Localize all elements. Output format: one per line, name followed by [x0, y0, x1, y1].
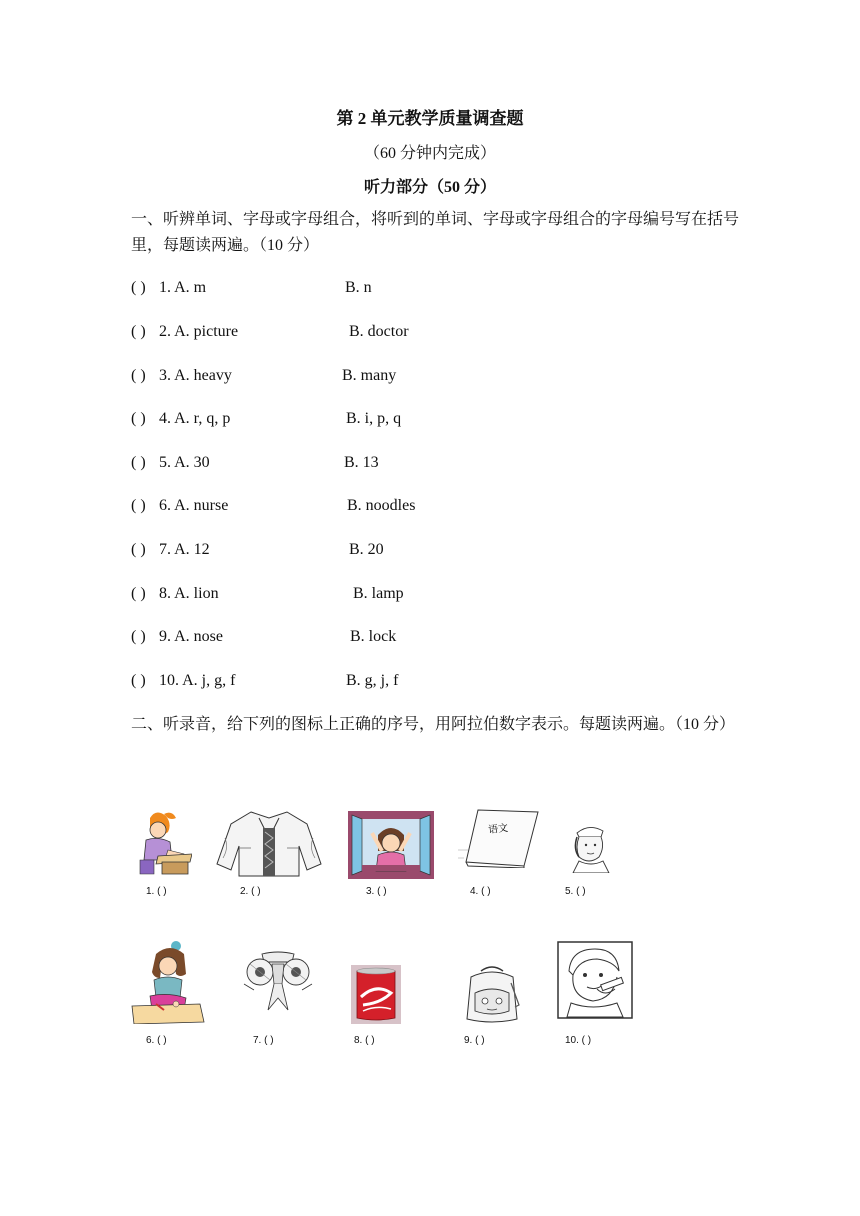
picture-caption: 4. ( ) — [470, 886, 491, 897]
answer-blank[interactable]: ( ) — [131, 323, 146, 340]
cola-can-icon — [351, 965, 401, 1024]
nurse-icon — [567, 823, 615, 873]
option-a: 5. A. 30 — [159, 454, 210, 471]
page-title: 第 2 单元教学质量调查题 — [336, 109, 524, 128]
option-b: B. i, p, q — [346, 410, 402, 427]
picture-caption: 10. ( ) — [565, 1035, 592, 1046]
answer-blank[interactable]: ( ) — [131, 454, 146, 471]
picture-caption: 6. ( ) — [146, 1035, 167, 1046]
option-a: 1. A. m — [159, 279, 207, 296]
option-a: 4. A. r, q, p — [159, 410, 231, 427]
option-a: 7. A. 12 — [159, 541, 210, 558]
schoolbag-icon — [461, 963, 523, 1025]
option-b: B. doctor — [349, 323, 409, 340]
option-b: B. lamp — [353, 585, 404, 602]
answer-blank[interactable]: ( ) — [131, 410, 146, 427]
option-b: B. lock — [350, 628, 397, 645]
girl-writing-icon — [132, 810, 192, 876]
girl-at-window-icon — [348, 811, 434, 879]
answer-blank[interactable]: ( ) — [131, 585, 146, 602]
option-b: B. g, j, f — [346, 672, 399, 689]
option-a: 8. A. lion — [159, 585, 219, 602]
answer-blank[interactable]: ( ) — [131, 279, 146, 296]
option-b: B. noodles — [347, 497, 416, 514]
picture-caption: 8. ( ) — [354, 1035, 375, 1046]
option-b: B. n — [345, 279, 372, 296]
answer-blank[interactable]: ( ) — [131, 541, 146, 558]
girl-drawing-icon — [130, 938, 206, 1024]
option-a: 9. A. nose — [159, 628, 223, 645]
book-title-label: 语文 — [487, 822, 509, 837]
jacket-icon — [215, 808, 323, 878]
book-icon — [458, 808, 540, 868]
part2-instruction: 二、听录音，给下列的图标上正确的序号，用阿拉伯数字表示。每题读两遍。（10 分） — [131, 716, 736, 733]
option-a: 6. A. nurse — [159, 497, 229, 514]
answer-blank[interactable]: ( ) — [131, 672, 146, 689]
answer-blank[interactable]: ( ) — [131, 497, 146, 514]
picture-caption: 3. ( ) — [366, 886, 387, 897]
answer-blank[interactable]: ( ) — [131, 628, 146, 645]
option-b: B. 20 — [349, 541, 384, 558]
kite-icon — [240, 950, 316, 1016]
picture-caption: 9. ( ) — [464, 1035, 485, 1046]
girl-brushing-teeth-icon — [557, 941, 633, 1019]
answer-blank[interactable]: ( ) — [131, 367, 146, 384]
picture-caption: 1. ( ) — [146, 886, 167, 897]
picture-caption: 2. ( ) — [240, 886, 261, 897]
option-b: B. many — [342, 367, 397, 384]
picture-caption: 5. ( ) — [565, 886, 586, 897]
option-a: 2. A. picture — [159, 323, 239, 340]
part1-instruction: 一、听辨单词、字母或字母组合，将听到的单词、字母或字母组合的字母编号写在括号里，每题读两遍。（10 分） — [131, 211, 740, 254]
option-b: B. 13 — [344, 454, 379, 471]
listening-section-heading: 听力部分（50 分） — [363, 179, 496, 196]
time-limit-note: （60 分钟内完成） — [363, 145, 496, 162]
option-a: 3. A. heavy — [159, 367, 232, 384]
option-a: 10. A. j, g, f — [159, 672, 236, 689]
picture-caption: 7. ( ) — [253, 1035, 274, 1046]
